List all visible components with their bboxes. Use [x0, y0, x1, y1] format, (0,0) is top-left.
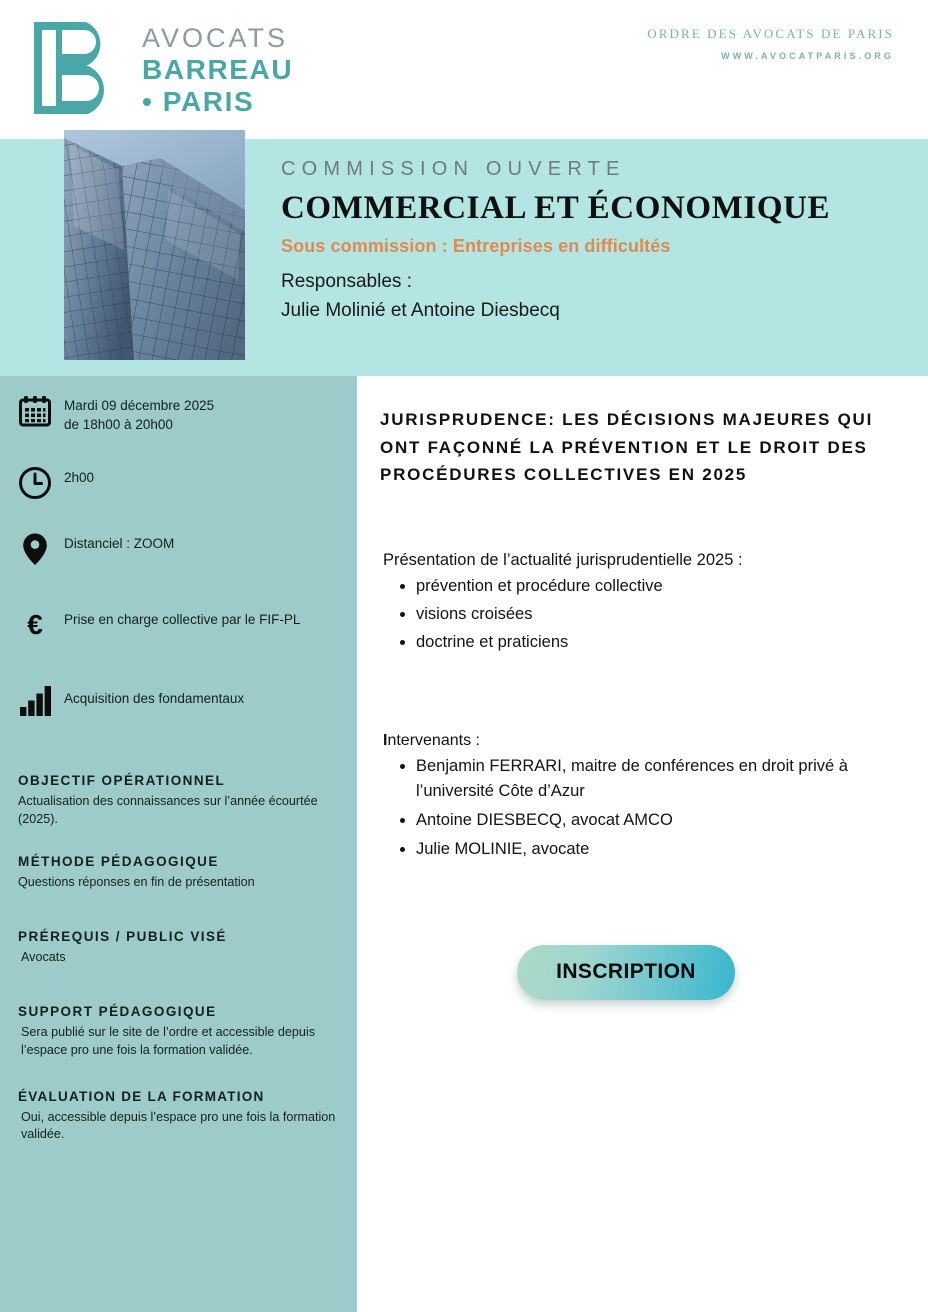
logo-line-avocats: AVOCATS — [142, 22, 289, 53]
sidebar-section-objectif — [18, 773, 337, 828]
list-item: • Antoine DIESBECQ, avocat AMCO — [416, 808, 906, 833]
sidebar-section-prerequis — [18, 929, 337, 966]
section-heading: ÉVALUATION DE LA FORMATION — [18, 1088, 265, 1104]
main-content — [357, 376, 928, 1312]
banner-responsables-names: Julie Molinié et Antoine Diesbecq — [281, 300, 560, 321]
info-row-level — [18, 683, 337, 717]
list-item: • prévention et procédure collective — [416, 572, 906, 600]
ordre-website[interactable]: WWW.AVOCATPARIS.ORG — [721, 51, 894, 61]
info-row-location — [18, 532, 337, 566]
session-topic-list — [416, 572, 906, 657]
info-sidebar — [0, 376, 357, 1312]
info-row-duration — [18, 466, 337, 500]
speakers-heading-rest: ntervenants : — [387, 732, 480, 750]
sidebar-section-methode — [18, 854, 337, 891]
section-heading: PRÉREQUIS / PUBLIC VISÉ — [18, 929, 227, 945]
logo-line-barreau: BARREAU — [142, 53, 294, 85]
brand-logo-text — [142, 21, 293, 116]
list-item: • doctrine et praticiens — [416, 628, 906, 656]
clock-icon — [18, 466, 64, 500]
inscription-button[interactable]: INSCRIPTION — [517, 945, 735, 1000]
ordre-block — [647, 26, 894, 61]
section-body: Questions réponses en fin de présentation — [18, 874, 255, 889]
banner-kicker: COMMISSION OUVERTE — [281, 158, 626, 180]
section-body: Oui, accessible depuis l’espace pro une fois la formation validée. — [21, 1109, 336, 1142]
section-body: Avocats — [21, 950, 66, 965]
commission-banner — [0, 139, 928, 376]
banner-responsables-label: Responsables : — [281, 271, 412, 292]
glass-skyscraper-photo — [64, 130, 245, 360]
location-pin-icon — [18, 532, 64, 566]
bar-chart-icon — [18, 683, 64, 717]
page-header — [0, 0, 928, 139]
info-level-text: Acquisition des fondamentaux — [64, 691, 245, 707]
banner-text-block — [281, 158, 908, 322]
section-body: Actualisation des connaissances sur l’année écourtée (2025). — [18, 794, 318, 826]
session-title: JURISPRUDENCE: LES DÉCISIONS MAJEURES QUI ONT FAÇONNÉ LA PRÉVENTION ET LE DROIT DES PROCÉDURES COLLECTIVES EN 2025 — [380, 410, 874, 485]
body-split — [0, 376, 928, 1312]
banner-title: COMMERCIAL ET ÉCONOMIQUE — [281, 190, 831, 226]
list-item: • visions croisées — [416, 600, 906, 628]
info-duration-text: 2h00 — [64, 470, 95, 486]
section-heading: OBJECTIF OPÉRATIONNEL — [18, 773, 226, 789]
sidebar-section-evaluation — [18, 1089, 337, 1144]
info-row-funding — [18, 608, 337, 642]
info-date-text — [64, 394, 214, 434]
section-heading: SUPPORT PÉDAGOGIQUE — [18, 1004, 217, 1020]
euro-icon — [18, 608, 64, 642]
cta-area — [370, 945, 906, 1000]
info-row-date — [18, 394, 337, 434]
info-location-text: Distanciel : ZOOM — [64, 536, 175, 552]
brand-logo[interactable] — [24, 16, 293, 120]
speakers-heading-initial: I — [383, 732, 388, 750]
calendar-icon — [18, 394, 64, 428]
logo-line-paris: • PARIS — [142, 85, 255, 117]
svg-text:€: € — [27, 609, 43, 641]
barreau-paris-b-logo-icon — [24, 16, 122, 120]
banner-subtitle: Sous commission : Entreprises en difficultés — [281, 236, 671, 256]
sidebar-section-support — [18, 1004, 337, 1059]
speakers-list — [416, 754, 906, 862]
section-body: Sera publié sur le site de l’ordre et accessible depuis l’espace pro une fois la formation validée. — [21, 1025, 316, 1057]
speakers-heading — [383, 732, 906, 750]
info-date-line1: Mardi 09 décembre 2025 — [64, 398, 215, 413]
ordre-title: ORDRE DES AVOCATS DE PARIS — [647, 26, 894, 41]
info-funding-text: Prise en charge collective par le FIF-PL — [64, 612, 301, 628]
section-heading: MÉTHODE PÉDAGOGIQUE — [18, 853, 219, 869]
info-date-line2: de 18h00 à 20h00 — [64, 417, 173, 433]
list-item: • Julie MOLINIE, avocate — [416, 837, 906, 862]
session-intro: Présentation de l’actualité jurisprudentielle 2025 : — [383, 550, 743, 569]
list-item: • Benjamin FERRARI, maitre de conférences en droit privé à l’université Côte d’Azur — [416, 754, 906, 804]
